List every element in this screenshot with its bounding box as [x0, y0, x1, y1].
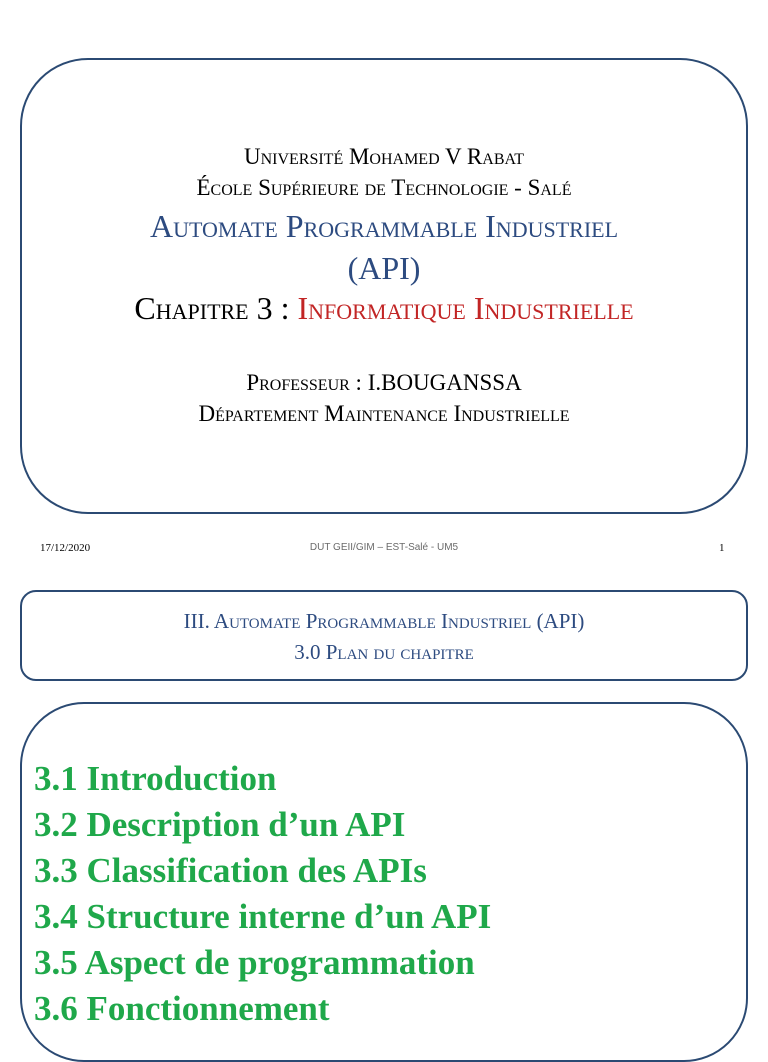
- chapter-title: [0, 288, 768, 328]
- section-title: III. Automate Programmable Industriel (API): [183, 609, 585, 633]
- plan-item-introduction: 3.1 Introduction: [34, 759, 277, 798]
- course-title-abbrev: (API): [347, 250, 421, 286]
- chapter-number: Chapitre 3 :: [134, 290, 298, 326]
- footer-date: 17/12/2020: [40, 542, 91, 554]
- plan-item-programmation: 3.5 Aspect de programmation: [34, 943, 475, 982]
- professor-name: Professeur : I.BOUGANSSA: [246, 370, 522, 395]
- plan-item-description: 3.2 Description d’un API: [34, 805, 406, 844]
- plan-item-structure: 3.4 Structure interne d’un API: [34, 897, 492, 936]
- university-name: Université Mohamed V Rabat: [243, 144, 525, 169]
- course-title: Automate Programmable Industriel: [149, 208, 619, 244]
- school-name: École Supérieure de Technologie - Salé: [196, 175, 572, 200]
- chapter-name: Informatique Industrielle: [297, 290, 634, 326]
- chapter-plan-list: [34, 756, 491, 1032]
- footer-course: DUT GEII/GIM – EST-Salé - UM5: [309, 542, 459, 553]
- section-subtitle: 3.0 Plan du chapitre: [294, 640, 474, 664]
- section-header-frame: [20, 590, 748, 681]
- page-number: 1: [719, 542, 725, 554]
- plan-item-classification: 3.3 Classification des APIs: [34, 851, 427, 890]
- department-name: Département Maintenance Industrielle: [198, 401, 570, 426]
- plan-item-fonctionnement: 3.6 Fonctionnement: [34, 989, 330, 1028]
